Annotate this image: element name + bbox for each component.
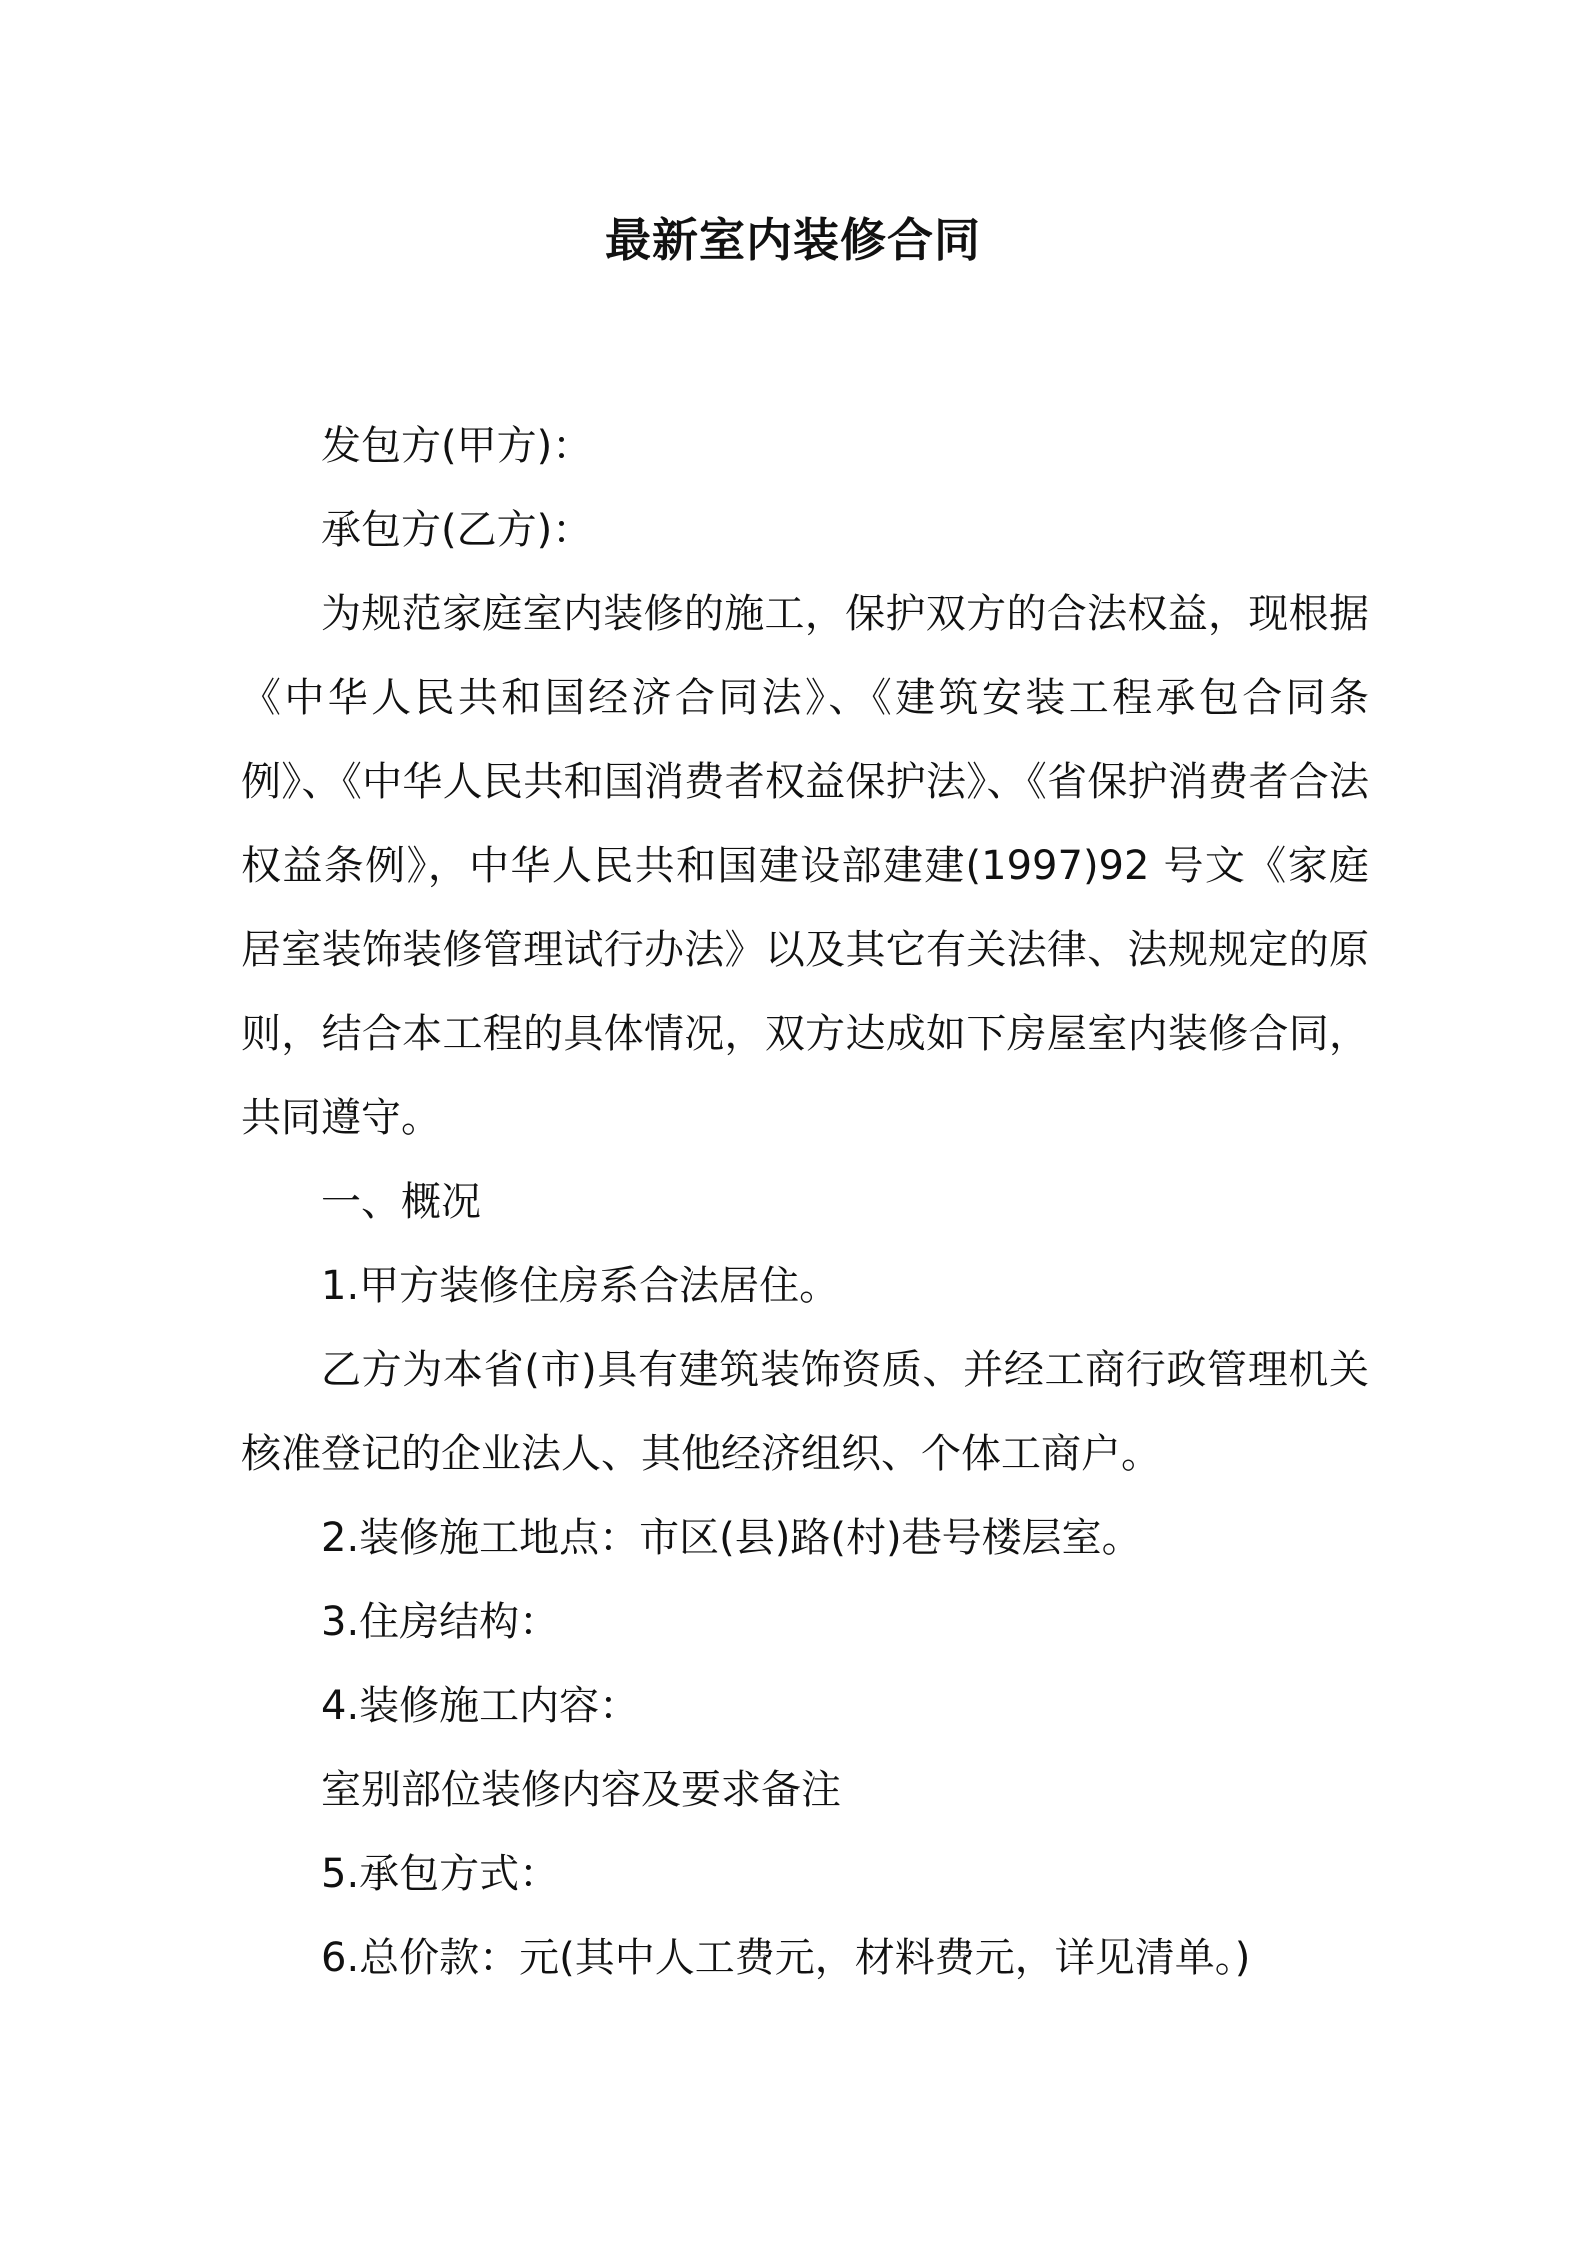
document-body (241, 404, 1369, 2000)
section-heading-overview: 一、概况 (321, 1179, 481, 1225)
clause-1-contractor: 乙方为本省(市)具有建筑装饰资质、并经工商行政管理机关核准登记的企业法人、其他经济组织、个体工商户。 (241, 1347, 1369, 1477)
clause-4-content: 4.装修施工内容： (321, 1683, 640, 1729)
clause-5-method: 5.承包方式： (321, 1851, 560, 1897)
clause-4-table-header: 室别部位装修内容及要求备注 (321, 1767, 841, 1813)
party-a-line: 发包方(甲方)： (321, 423, 593, 469)
clause-2-location: 2.装修施工地点：市区(县)路(村)巷号楼层室。 (321, 1515, 1142, 1561)
document-title: 最新室内装修合同 (605, 213, 981, 267)
clause-1: 1.甲方装修住房系合法居住。 (321, 1263, 840, 1309)
party-b-line: 承包方(乙方)： (321, 507, 593, 553)
clause-6-price: 6.总价款：元(其中人工费元，材料费元，详见清单。) (321, 1935, 1251, 1981)
preamble-paragraph: 为规范家庭室内装修的施工，保护双方的合法权益，现根据《中华人民共和国经济合同法》、《建筑安装工程承包合同条例》、《中华人民共和国消费者权益保护法》、《省保护消费者合法权益条例》，中华人民共和国建设部建建(1997)92 号文《家庭居室装饰装修管理试行办法》以及其它有关法律、法规规定的原则，结合本工程的具体情况，双方达成如下房屋室内装修合同，共同遵守。 (241, 591, 1369, 1141)
clause-3-structure: 3.住房结构： (321, 1599, 560, 1645)
